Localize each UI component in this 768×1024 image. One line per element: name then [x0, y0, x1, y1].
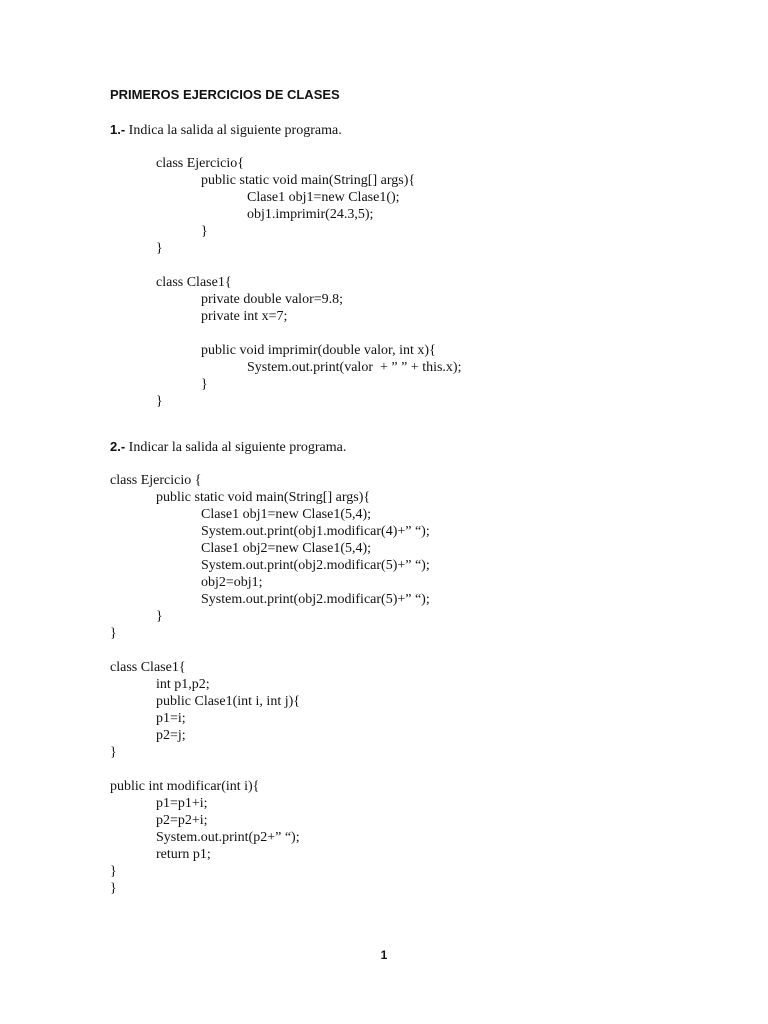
code-line: obj2=obj1;: [201, 575, 263, 590]
code-line: Clase1 obj1=new Clase1();: [247, 190, 400, 205]
exercise-1-code-block: [110, 155, 461, 410]
code-line: public static void main(String[] args){: [201, 173, 416, 188]
document-title: PRIMEROS EJERCICIOS DE CLASES: [110, 87, 340, 102]
code-line: System.out.print(obj2.modificar(5)+” “);: [201, 592, 430, 607]
code-line: }: [201, 224, 208, 239]
code-line: }: [110, 745, 117, 760]
code-line: class Clase1{: [110, 660, 186, 675]
code-line: }: [156, 241, 163, 256]
code-line: p1=i;: [156, 711, 186, 726]
code-line: [110, 257, 461, 274]
code-line: Clase1 obj2=new Clase1(5,4);: [201, 541, 372, 556]
code-line: System.out.print(valor + ” ” + this.x);: [247, 360, 462, 375]
code-line: p2=j;: [156, 728, 186, 743]
code-line: System.out.print(obj1.modificar(4)+” “);: [201, 524, 430, 539]
page-number: 1: [380, 948, 388, 962]
code-line: }: [110, 864, 117, 879]
code-line: public int modificar(int i){: [110, 779, 260, 794]
code-line: Clase1 obj1=new Clase1(5,4);: [201, 507, 372, 522]
code-line: System.out.print(obj2.modificar(5)+” “);: [201, 558, 430, 573]
code-line: [110, 325, 461, 342]
exercise-1-heading: [110, 121, 342, 139]
code-line: private double valor=9.8;: [201, 292, 344, 307]
code-line: System.out.print(p2+” “);: [156, 830, 300, 845]
code-line: }: [110, 881, 117, 896]
code-line: int p1,p2;: [156, 677, 210, 692]
code-line: public static void main(String[] args){: [156, 490, 371, 505]
code-line: return p1;: [156, 847, 211, 862]
code-line: private int x=7;: [201, 309, 288, 324]
code-line: p2=p2+i;: [156, 813, 208, 828]
exercise-2-number: 2.-: [110, 439, 126, 454]
exercise-2-heading: [110, 438, 346, 456]
code-line: class Ejercicio {: [110, 473, 202, 488]
code-line: }: [156, 609, 163, 624]
code-line: class Ejercicio{: [156, 156, 244, 171]
code-line: [110, 642, 430, 659]
code-line: obj1.imprimir(24.3,5);: [247, 207, 374, 222]
code-line: }: [110, 626, 117, 641]
exercise-2-prompt: Indicar la salida al siguiente programa.: [125, 440, 347, 455]
code-line: class Clase1{: [156, 275, 232, 290]
code-line: }: [156, 394, 163, 409]
code-line: public Clase1(int i, int j){: [156, 694, 300, 709]
exercise-2-code-block: [110, 472, 430, 897]
exercise-1-number: 1.-: [110, 122, 126, 137]
code-line: }: [201, 377, 208, 392]
exercise-1-prompt: Indica la salida al siguiente programa.: [125, 123, 342, 138]
code-line: [110, 761, 430, 778]
code-line: p1=p1+i;: [156, 796, 208, 811]
code-line: public void imprimir(double valor, int x){: [201, 343, 436, 358]
